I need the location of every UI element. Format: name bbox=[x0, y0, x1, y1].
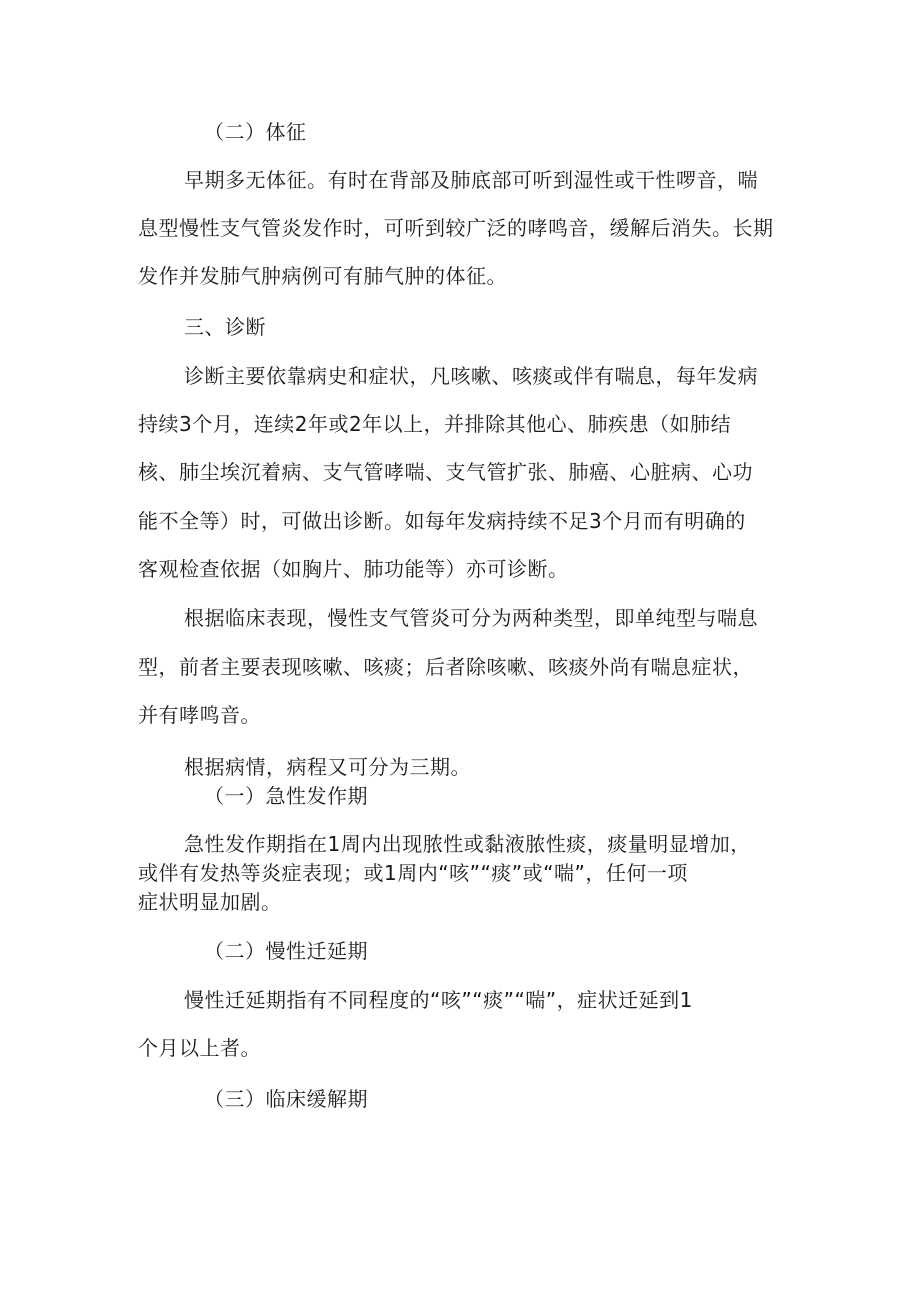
paragraph-types-line-2: 型，前者主要表现咳嗽、咳痰；后者除咳嗽、咳痰外尚有喘息症状， bbox=[138, 655, 753, 679]
section-heading-signs: （二）体征 bbox=[204, 120, 307, 144]
paragraph-signs-line-1: 早期多无体征。有时在背部及肺底部可听到湿性或干性啰音，喘 bbox=[184, 168, 758, 192]
paragraph-diagnosis-line-3: 核、肺尘埃沉着病、支气管哮喘、支气管扩张、肺癌、心脏病、心功 bbox=[138, 460, 753, 484]
paragraph-acute-line-1: 急性发作期指在1周内出现脓性或黏液脓性痰，痰量明显增加， bbox=[184, 832, 751, 856]
paragraph-signs-line-2: 息型慢性支气管炎发作时，可听到较广泛的哮鸣音，缓解后消失。长期 bbox=[138, 216, 774, 240]
paragraph-acute-line-3: 症状明显加剧。 bbox=[138, 890, 282, 914]
paragraph-diagnosis-line-2: 持续3个月，连续2年或2年以上，并排除其他心、肺疾患（如肺结 bbox=[138, 412, 732, 436]
section-heading-diagnosis: 三、诊断 bbox=[184, 315, 266, 339]
paragraph-signs-line-3: 发作并发肺气肿病例可有肺气肿的体征。 bbox=[138, 264, 507, 288]
paragraph-chronic-line-1: 慢性迁延期指有不同程度的“咳”“痰”“喘”，症状迁延到1 bbox=[184, 988, 693, 1012]
paragraph-stages: 根据病情，病程又可分为三期。 bbox=[184, 755, 471, 779]
paragraph-diagnosis-line-4: 能不全等）时，可做出诊断。如每年发病持续不足3个月而有明确的 bbox=[138, 509, 746, 533]
paragraph-types-line-3: 并有哮鸣音。 bbox=[138, 703, 261, 727]
paragraph-acute-line-2: 或伴有发热等炎症表现；或1周内“咳”“痰”或“喘”，任何一项 bbox=[138, 861, 688, 885]
paragraph-chronic-line-2: 个月以上者。 bbox=[138, 1036, 261, 1060]
section-heading-remission: （三）临床缓解期 bbox=[204, 1087, 368, 1111]
section-heading-chronic: （二）慢性迁延期 bbox=[204, 939, 368, 963]
paragraph-diagnosis-line-5: 客观检查依据（如胸片、肺功能等）亦可诊断。 bbox=[138, 557, 569, 581]
section-heading-acute: （一）急性发作期 bbox=[204, 784, 368, 808]
paragraph-types-line-1: 根据临床表现，慢性支气管炎可分为两种类型，即单纯型与喘息 bbox=[184, 606, 758, 630]
paragraph-diagnosis-line-1: 诊断主要依靠病史和症状，凡咳嗽、咳痰或伴有喘息，每年发病 bbox=[184, 364, 758, 388]
